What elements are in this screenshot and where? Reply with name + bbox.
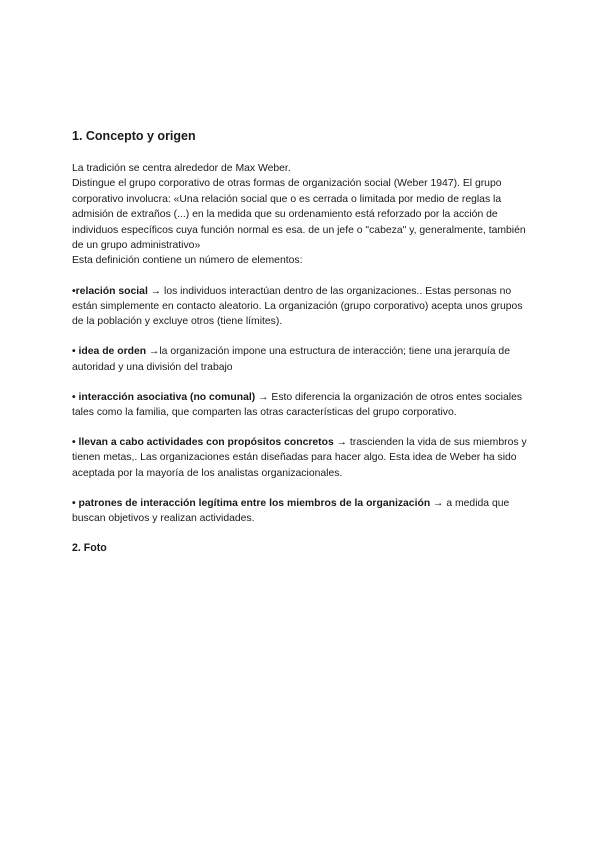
element-text: → Esto diferencia la organización de otros entes sociales tales como la familia, que comparten las otras características del grupo corporativo. bbox=[72, 391, 523, 419]
section-2-heading: 2. Foto bbox=[72, 542, 107, 555]
element-patrones-interaccion bbox=[72, 496, 530, 526]
element-text: →la organización impone una estructura de interacción; tiene una jerarquía de autoridad y una división del trabajo bbox=[72, 346, 510, 373]
element-term: • llevan a cabo actividades con propósitos concretos bbox=[72, 437, 334, 449]
intro-paragraph bbox=[72, 161, 530, 269]
intro-line-2: Distingue el grupo corporativo de otras formas de organización social (Weber 1947). El grupo corporativo involucra: «Una relación social que o es cerrada o limitada por medio de reglas la admisión de extraños (...) en la medida que su ordenamiento está reforzado por la acción de individuos específicos cuya función normal es esa. de un jefe o "cabeza" y, generalmente, también de un grupo administrativo» bbox=[72, 178, 526, 252]
element-relacion-social bbox=[72, 284, 530, 330]
element-idea-de-orden bbox=[72, 344, 530, 374]
element-term: • idea de orden bbox=[72, 346, 147, 358]
element-text: → trascienden la vida de sus miembros y tienen metas,. Las organizaciones están diseñadas para hacer algo. Esta idea de Weber ha sido aceptada por la mayoría de los analistas organizacionales. bbox=[72, 437, 527, 479]
element-term: • patrones de interacción legítima entre los miembros de la organización bbox=[72, 497, 431, 509]
element-text: → los individuos interactúan dentro de las organizaciones.. Estas personas no están simplemente en contacto aleatorio. La organización (grupo corporativo) acepta unos grupos de la población y excluye otros (tiene límites). bbox=[72, 285, 523, 328]
intro-line-1: La tradición se centra alrededor de Max Weber. bbox=[72, 163, 291, 174]
element-interaccion-asociativa bbox=[72, 390, 530, 420]
element-term: • interacción asociativa (no comunal) bbox=[72, 391, 256, 403]
intro-line-3: Esta definición contiene un número de elementos: bbox=[72, 255, 303, 267]
section-1-heading: 1. Concepto y origen bbox=[72, 129, 196, 143]
element-actividades-propositos bbox=[72, 435, 530, 481]
element-text: → a medida que buscan objetivos y realizan actividades. bbox=[72, 497, 510, 525]
element-term: •relación social bbox=[72, 285, 148, 297]
document-page bbox=[72, 128, 530, 565]
